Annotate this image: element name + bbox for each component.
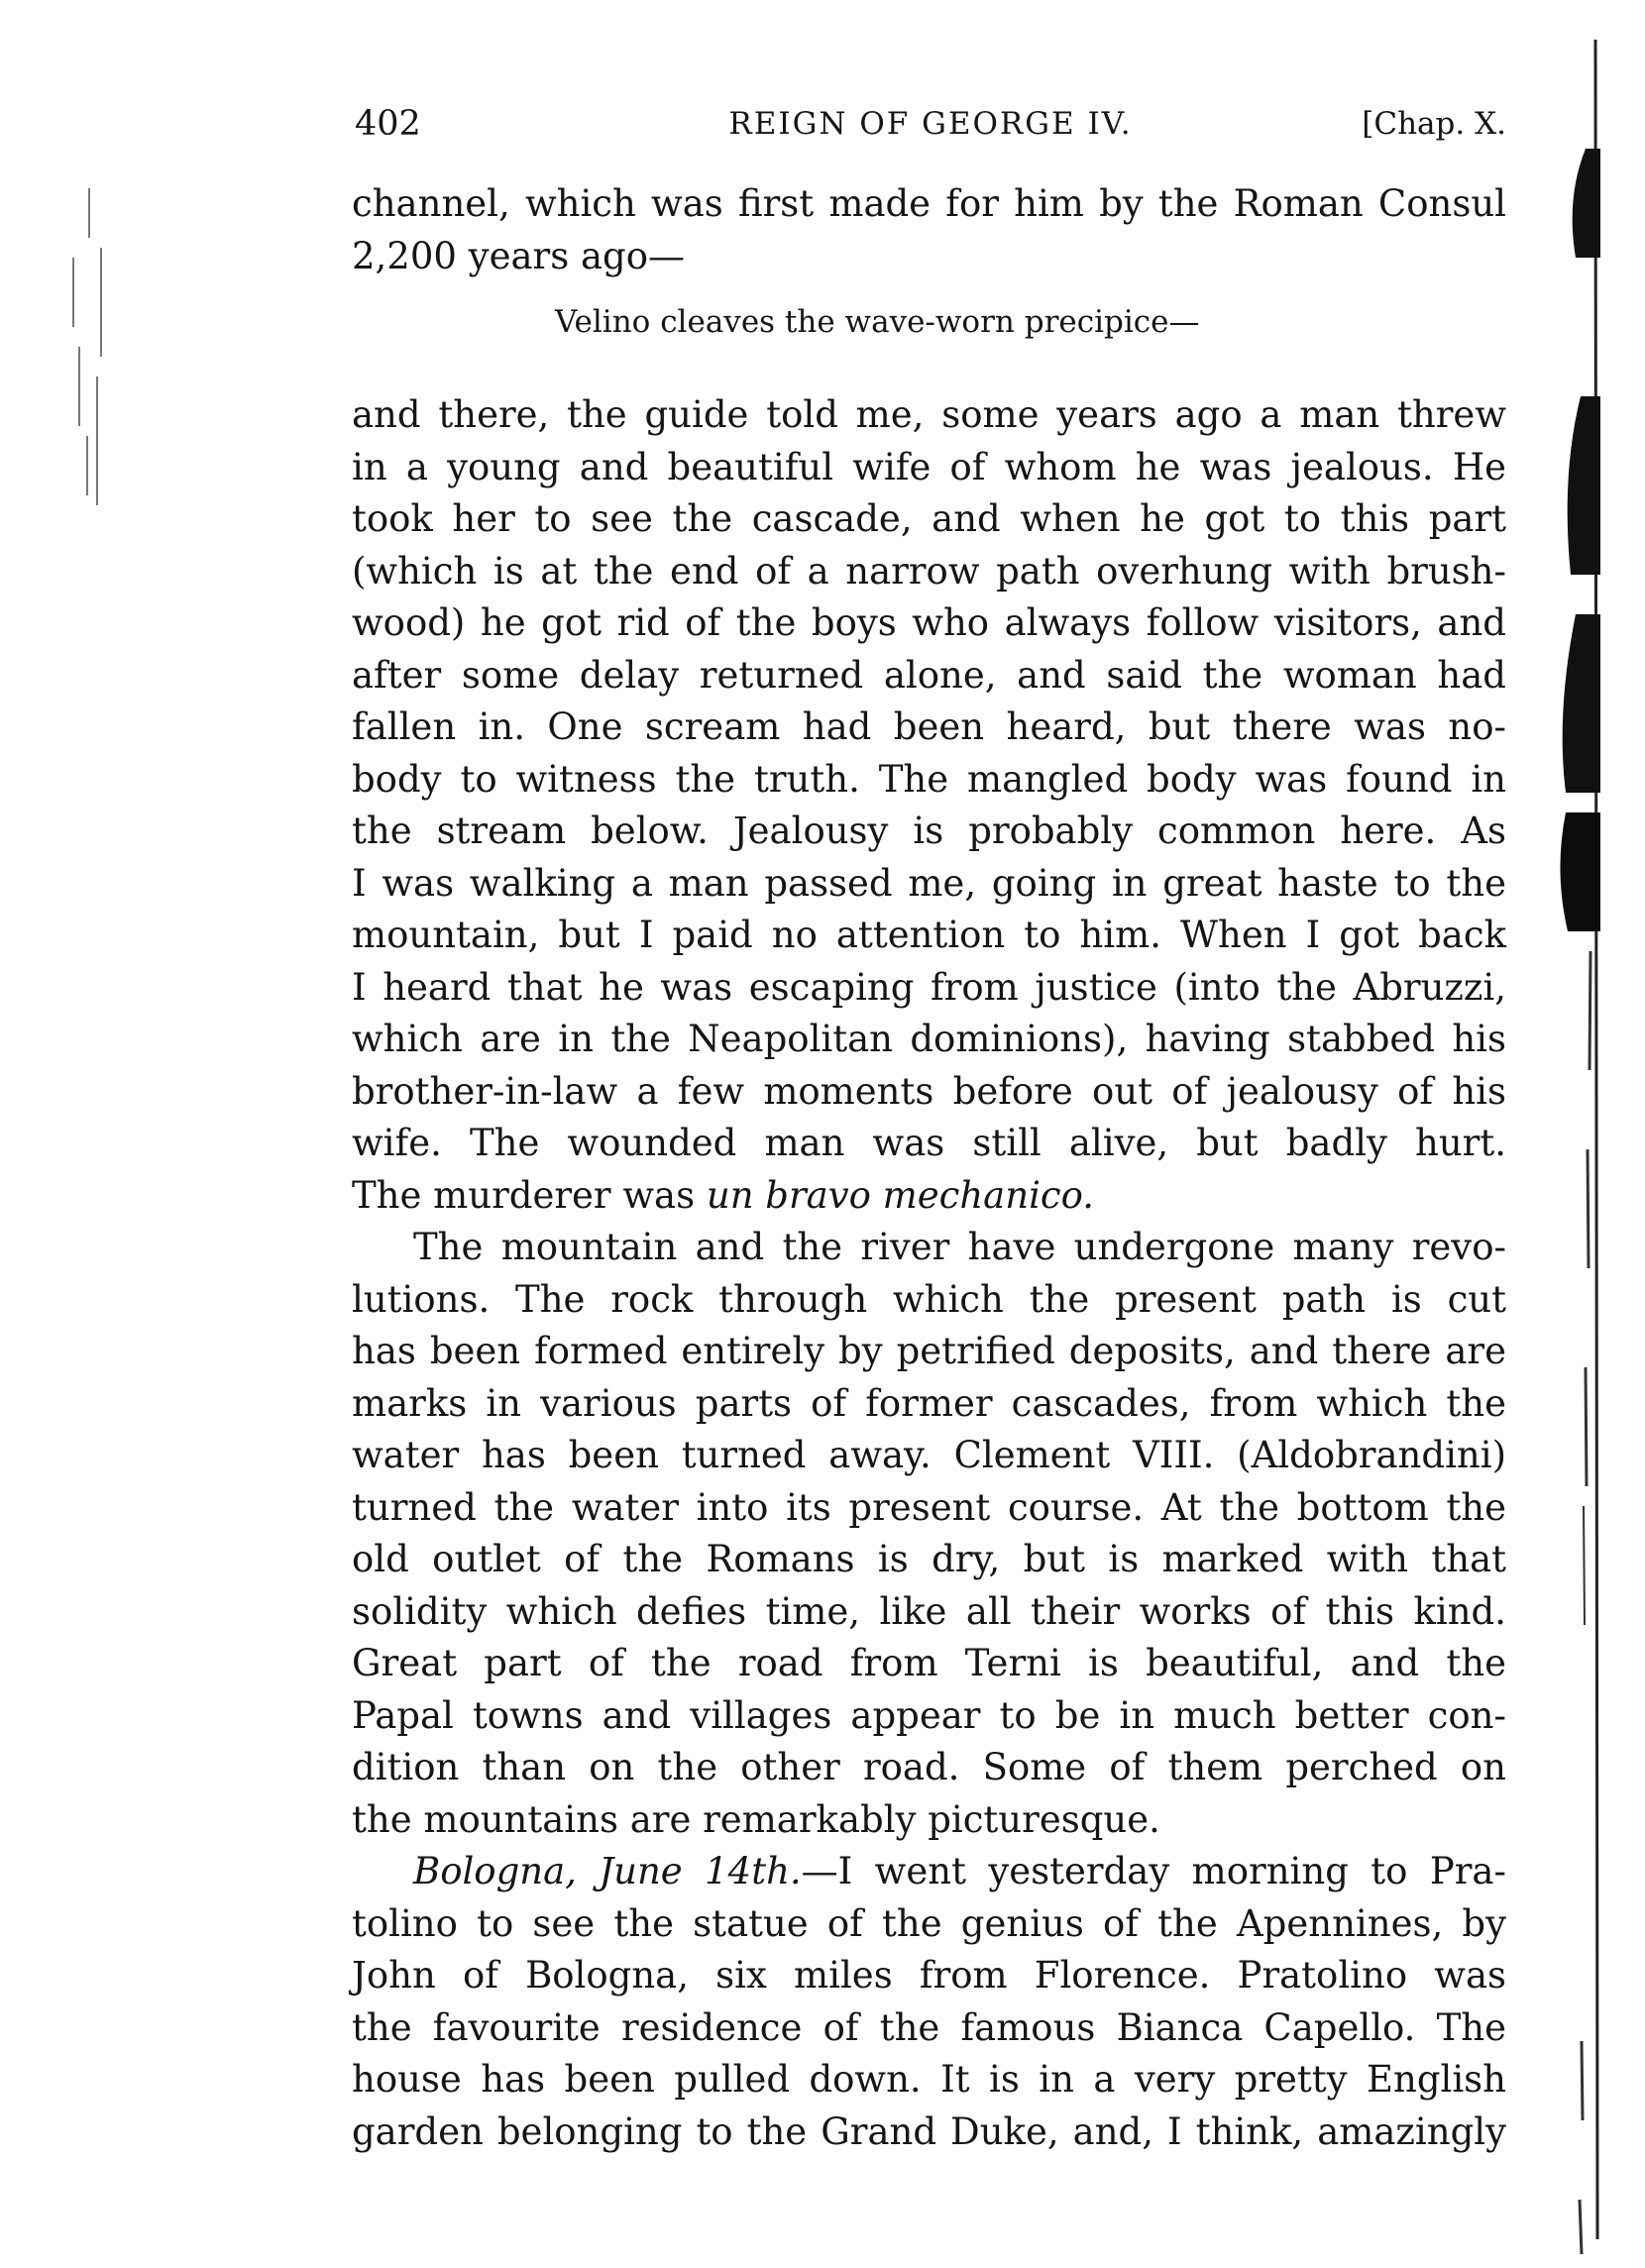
body-text <box>352 178 1506 2158</box>
text-line: the stream below. Jealousy is probably common here. As <box>352 810 1506 852</box>
text-line: house has been pulled down. It is in a very pretty English <box>352 2058 1506 2101</box>
text-line: body to witness the truth. The mangled body was found in <box>352 757 1506 801</box>
text-fragment: —I went yesterday morning to Pra- <box>801 1850 1506 1892</box>
text-line: wood) he got rid of the boys who always follow visitors, and <box>352 601 1506 644</box>
page-edge-shadow <box>1546 20 1615 2259</box>
text-line: 2,200 years ago— <box>352 234 685 277</box>
text-line: has been formed entirely by petrified deposits, and there are <box>352 1330 1506 1372</box>
running-title: REIGN OF GEORGE IV. <box>728 106 1133 142</box>
text-line: I heard that he was escaping from justice (into the Abruzzi, <box>352 965 1506 1009</box>
verse-quotation: Velino cleaves the wave-worn precipice— <box>555 304 1200 340</box>
text-line: marks in various parts of former cascades, from which the <box>352 1381 1506 1425</box>
text-line: which are in the Neapolitan dominions), having stabbed his <box>352 1018 1506 1060</box>
text-line: the mountains are remarkably picturesque. <box>352 1797 1160 1841</box>
page-header <box>355 99 1506 149</box>
page-number: 402 <box>355 104 421 144</box>
text-line: lutions. The rock through which the present path is cut <box>352 1277 1506 1321</box>
text-line: (which is at the end of a narrow path overhung with brush- <box>352 549 1506 593</box>
text-line: John of Bologna, six miles from Florence. Pratolino was <box>352 1954 1506 1997</box>
text-line <box>352 1846 1506 1898</box>
text-fragment: The murderer was <box>352 1173 707 1217</box>
text-line: Papal towns and villages appear to be in much better con- <box>352 1693 1506 1737</box>
chapter-label: [Chap. X. <box>1362 106 1506 142</box>
text-line: The mountain and the river have undergone many revo- <box>413 1226 1506 1268</box>
text-line: and there, the guide told me, some years ago a man threw <box>352 393 1506 436</box>
text-line: mountain, but I paid no attention to him. When I got back <box>352 914 1506 956</box>
text-line: old outlet of the Romans is dry, but is marked with that <box>352 1538 1506 1580</box>
text-line: the favourite residence of the famous Bianca Capello. The <box>352 2005 1506 2049</box>
italic-phrase: un bravo mechanico. <box>706 1173 1095 1217</box>
text-line: brother-in-law a few moments before out of jealousy of his <box>352 1069 1506 1113</box>
text-line: I was walking a man passed me, going in great haste to the <box>352 861 1506 905</box>
text-line: solidity which defies time, like all their works of this kind. <box>352 1589 1506 1633</box>
text-line: dition than on the other road. Some of them perched on <box>352 1746 1506 1788</box>
text-line: garden belonging to the Grand Duke, and, I think, amazingly <box>352 2109 1506 2153</box>
text-line: fallen in. One scream had been heard, but there was no- <box>352 705 1506 748</box>
text-line: took her to see the cascade, and when he got to this part <box>352 497 1506 540</box>
text-line: wife. The wounded man was still alive, but badly hurt. <box>352 1122 1506 1164</box>
text-line: in a young and beautiful wife of whom he was jealous. He <box>352 445 1506 488</box>
text-line: turned the water into its present course. At the bottom the <box>352 1485 1506 1529</box>
text-line: after some delay returned alone, and said the woman had <box>352 653 1506 697</box>
gutter-marks <box>59 178 119 515</box>
text-line: water has been turned away. Clement VIII. (Aldobrandini) <box>352 1434 1506 1476</box>
text-line: Great part of the road from Terni is beautiful, and the <box>352 1642 1506 1684</box>
dateline: Bologna, June 14th. <box>413 1850 802 1892</box>
text-line: channel, which was first made for him by the Roman Consul <box>352 182 1506 225</box>
text-line: tolino to see the statue of the genius of the Apennines, by <box>352 1901 1506 1945</box>
text-line <box>352 1170 1506 1223</box>
